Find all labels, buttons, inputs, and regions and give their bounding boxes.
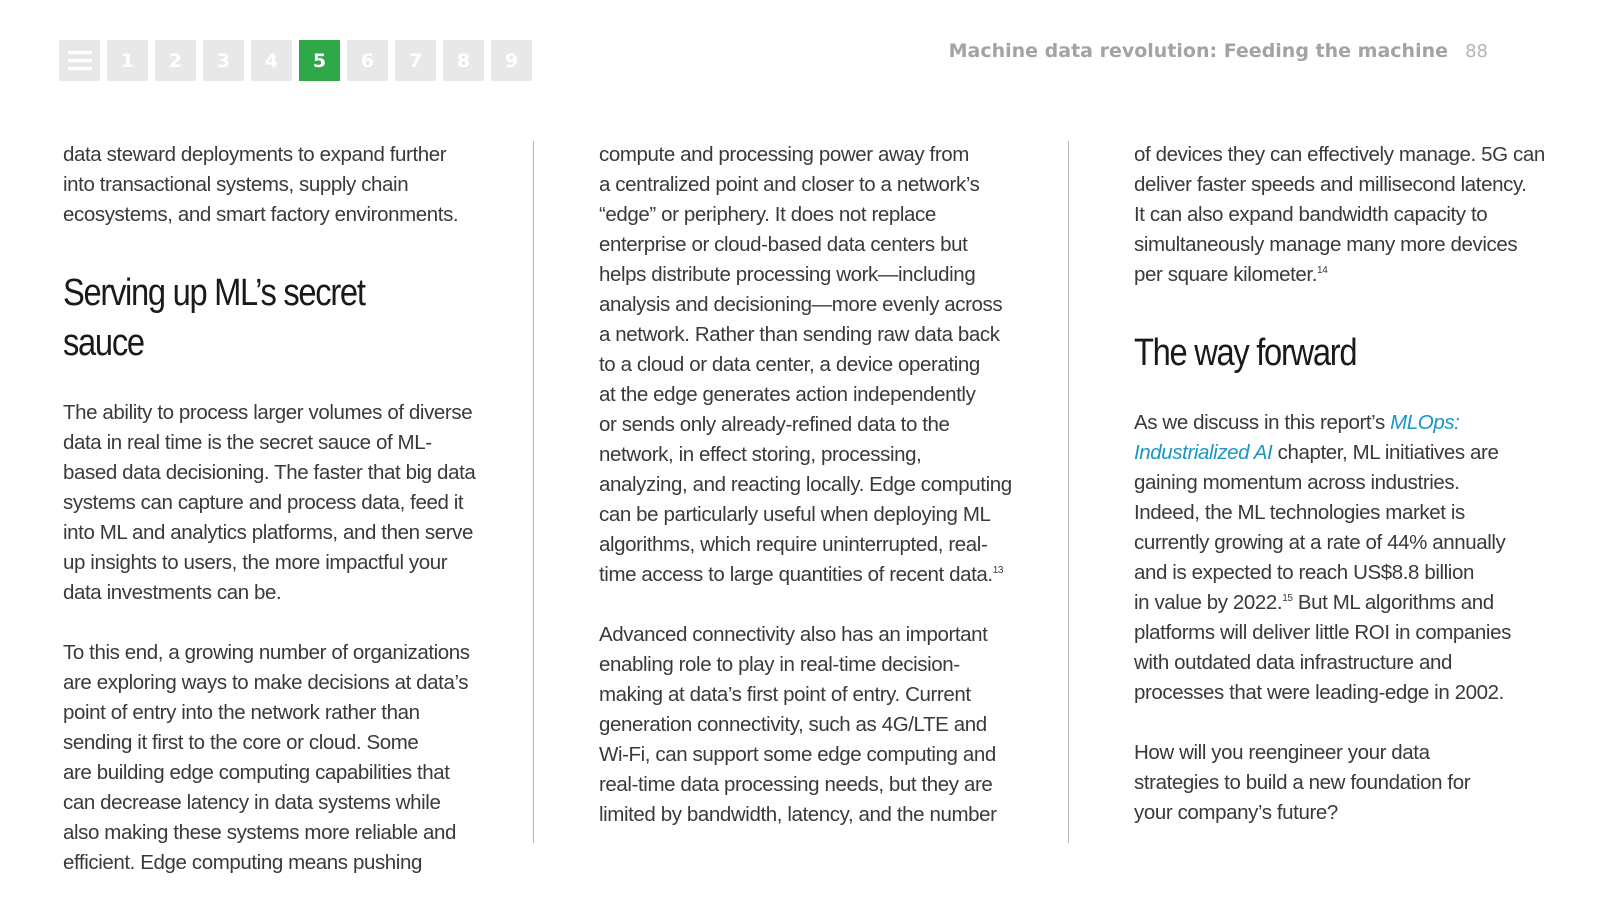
- col2-para1: compute and processing power away from a centralized point and closer to a network’s “edge” or periphery. It does not replace enterprise or cloud-based data centers but helps distribute processing work—including analysis and decisioning—more evenly across a network. Rather than sending raw data back to a cloud or data center, a device operating at the edge generates action independently or sends only already-refined data to the network, in effect storing, processing, analyzing, and reacting locally. Edge computing can be particularly useful when deploying ML algorithms, which require uninterrupted, real- time access to large quantities of recent data.$^{13}$: [599, 143, 1012, 586]
- column-1: [63, 140, 483, 878]
- section-heading-the-way-forward: The way forward: [1134, 332, 1357, 374]
- mlops-chapter-link-cont[interactable]: Industrialized AI: [1134, 441, 1273, 464]
- page-button-4[interactable]: 4: [251, 40, 292, 81]
- page-button-5-active[interactable]: 5: [299, 40, 340, 81]
- page-number: 88: [1465, 41, 1488, 62]
- col1-para1: data steward deployments to expand further into transactional systems, supply chain ecosystems, and smart factory environments.: [63, 143, 459, 226]
- page-button-3[interactable]: 3: [203, 40, 244, 81]
- page-button-2[interactable]: 2: [155, 40, 196, 81]
- col3-para2: As we discuss in this report’s MLOps: Industrialized AI chapter, ML initiatives are gaining momentum across industries. Indeed, the ML technologies market is currently growing at a rate of 44% annually and is expected to reach US$8.8 billion in value by 2022.15 But ML algorithms and platforms will deliver little ROI in companies with outdated data infrastructure and processes that were leading-edge in 2002.: [1134, 411, 1511, 704]
- footnote-15[interactable]: 15: [1282, 593, 1293, 605]
- document-title: Machine data revolution: Feeding the machine: [948, 40, 1448, 62]
- col1-para2: The ability to process larger volumes of diverse data in real time is the secret sauce of ML- based data decisioning. The faster that big data systems can capture and process data, feed it into ML and analytics platforms, and then serve up insights to users, the more impactful your data investments can be.: [63, 401, 476, 604]
- section-heading-serving-up: Serving up ML’s secret sauce: [63, 272, 365, 364]
- col3-para3: How will you reengineer your data strategies to build a new foundation for your company’s future?: [1134, 741, 1471, 824]
- footnote-14[interactable]: 14: [1317, 265, 1328, 277]
- footnote-13[interactable]: 13: [992, 565, 1004, 577]
- column-divider-2: [1068, 141, 1069, 843]
- column-divider-1: [533, 141, 534, 843]
- page-button-1[interactable]: 1: [107, 40, 148, 81]
- mlops-chapter-link[interactable]: MLOps:: [1390, 411, 1460, 434]
- column-3: [1134, 140, 1554, 828]
- page-navigation: [59, 40, 532, 81]
- column-2: [599, 140, 1019, 830]
- hamburger-menu-icon: [68, 51, 92, 70]
- page-button-8[interactable]: 8: [443, 40, 484, 81]
- page-button-7[interactable]: 7: [395, 40, 436, 81]
- page-button-9[interactable]: 9: [491, 40, 532, 81]
- col1-para3: To this end, a growing number of organizations are exploring ways to make decisions at data’s point of entry into the network rather than sending it first to the core or cloud. Some are building edge computing capabilities that can decrease latency in data systems while also making these systems more reliable and efficient. Edge computing means pushing: [63, 641, 470, 874]
- page-button-6[interactable]: 6: [347, 40, 388, 81]
- col2-para2: Advanced connectivity also has an important enabling role to play in real-time decision- making at data’s first point of entry. Current generation connectivity, such as 4G/LTE and Wi-Fi, can support some edge computing and real-time data processing needs, but they are limited by bandwidth, latency, and the number: [599, 623, 997, 826]
- menu-button[interactable]: [59, 40, 100, 81]
- col3-para1: of devices they can effectively manage. 5G can deliver faster speeds and millisecond latency. It can also expand bandwidth capacity to simultaneously manage many more devices per square kilometer.$^{14}$: [1134, 143, 1545, 286]
